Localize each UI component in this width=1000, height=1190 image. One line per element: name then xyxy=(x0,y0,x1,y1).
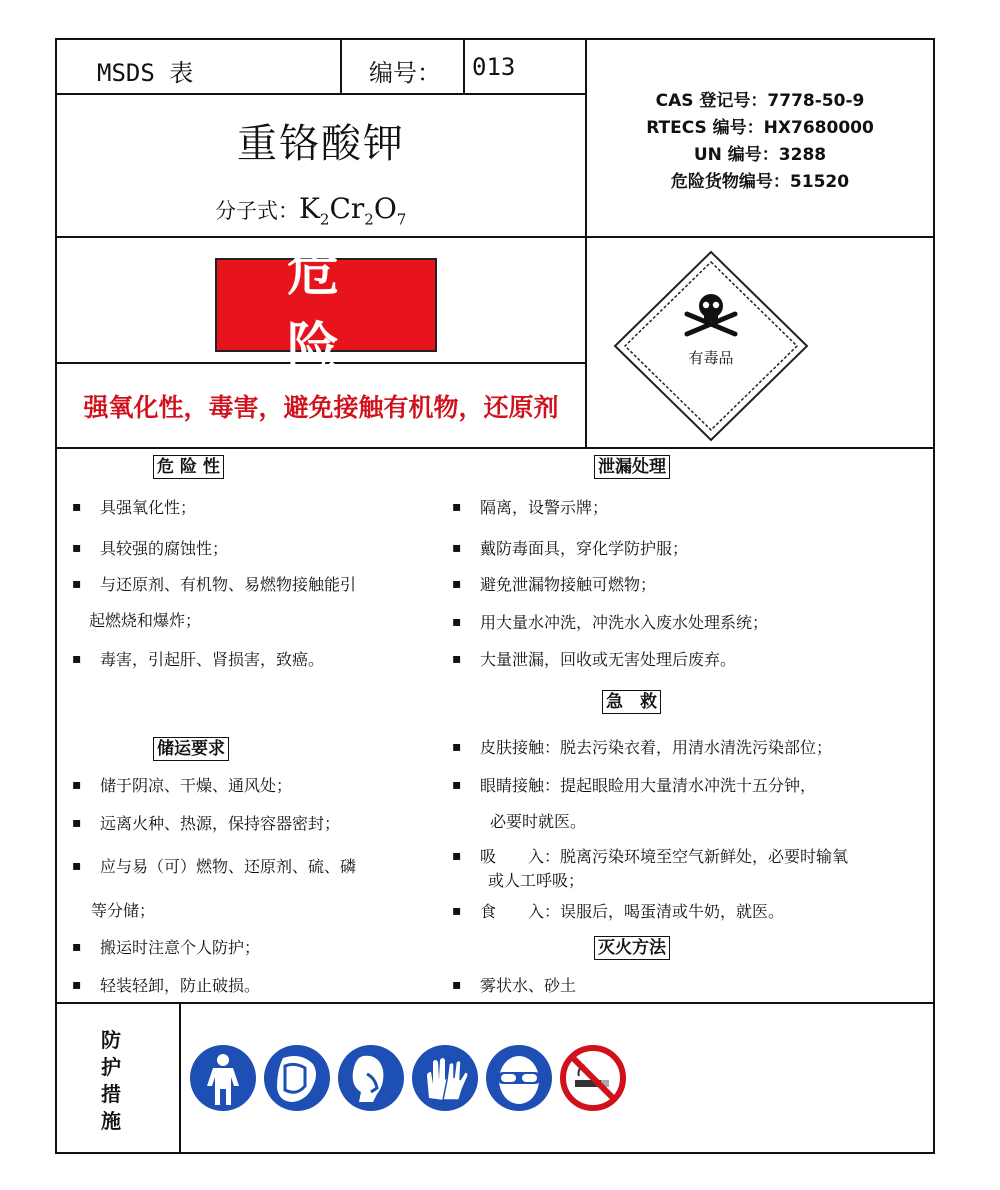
first-aid-item: 吸 入：脱离污染环境至空气新鲜处，必要时输氧 xyxy=(480,847,849,866)
first-aid-item: 或人工呼吸； xyxy=(488,871,585,890)
number-label: 编号： xyxy=(369,59,441,87)
first-aid-item: 眼睛接触：提起眼睑用大量清水冲洗十五分钟， xyxy=(480,776,817,795)
first-aid-item: 皮肤接触：脱去污染衣着，用清水清洗污染部位； xyxy=(480,738,833,757)
spill-item: 戴防毒面具，穿化学防护服； xyxy=(480,539,689,558)
hazard-item: 与还原剂、有机物、易燃物接触能引 xyxy=(100,575,357,594)
msds-sheet: MSDS 表 编号： 013 重铬酸钾 分子式：$K_2Cr_2O_7$ CAS 登记号：7778-50-9 RTECS 编号：HX7680000 UN 编号：3288 危险货物编号：51520 危险 强氧化性，毒害，避免接触有机物，还原剂 有毒品 危 险 性 ▪ 具强氧化性； ▪ 具较强的腐蚀性； ▪ 与还原剂、有机物、易燃物接触能引 起燃烧和爆炸； ▪ 毒害，引起肝、肾损害，致癌。 储运要求 ▪ 储于阴凉、干燥、通风处； ▪ 远离火种、热源，保持容器密封； ▪ 应与易（可）燃物、还原剂、硫、磷 等分储； ▪ 搬运时注意个人防护； ▪ 轻装轻卸，防止破损。 泄漏处理 ▪ 隔离，设警示牌； ▪ 戴防毒面具，穿化学防护服； ▪ 避免泄漏物接触可燃物； ▪ 用大量水冲洗，冲洗水入废水处理系统； ▪ 大量泄漏，回收或无害处理后废弃。 急 救 ▪ 皮肤接触：脱去污染衣着，用清水清洗污染部位； ▪ 眼睛接触：提起眼睑用大量清水冲洗十五分钟， 必要时就医。 ▪ 吸 入：脱离污染环境至空气新鲜处，必要时输氧 或人工呼吸； ▪ 食 入：误服后，喝蛋清或牛奶，就医。 灭火方法 ▪ 雾状水、砂土 防 护 措 施 xyxy=(55,38,935,1154)
spill-item: 大量泄漏，回收或无害处理后废弃。 xyxy=(480,650,737,669)
rtecs-number: RTECS 编号：HX7680000 xyxy=(646,118,874,138)
spill-item: 避免泄漏物接触可燃物； xyxy=(480,575,657,594)
storage-item: 应与易（可）燃物、还原剂、硫、磷 xyxy=(100,857,357,876)
hazard-item: 具强氧化性； xyxy=(100,498,197,517)
gloves-icon xyxy=(411,1044,479,1112)
divider xyxy=(57,93,587,95)
dangerous-goods-number: 危险货物编号：51520 xyxy=(670,172,850,192)
hazards-heading: 危 险 性 xyxy=(153,455,224,479)
hazard-item: 毒害，引起肝、肾损害，致癌。 xyxy=(100,650,325,669)
pictogram-label: 有毒品 xyxy=(688,349,734,367)
chemical-name: 重铬酸钾 xyxy=(237,121,405,167)
spill-item: 隔离，设警示牌； xyxy=(480,498,609,517)
first-aid-item: 食 入：误服后，喝蛋清或牛奶，就医。 xyxy=(480,902,785,921)
cas-number: CAS 登记号：7778-50-9 xyxy=(655,91,865,111)
no-smoking-icon xyxy=(559,1044,627,1112)
storage-item: 搬运时注意个人防护； xyxy=(100,938,261,957)
spill-heading: 泄漏处理 xyxy=(594,455,670,479)
respirator-icon xyxy=(337,1044,405,1112)
divider xyxy=(179,1002,181,1154)
firefighting-item: 雾状水、砂土 xyxy=(480,976,577,995)
storage-item: 等分储； xyxy=(91,901,156,920)
face-shield-icon xyxy=(263,1044,331,1112)
un-number: UN 编号：3288 xyxy=(693,145,827,165)
first-aid-item: 必要时就医。 xyxy=(490,812,587,831)
firefighting-heading: 灭火方法 xyxy=(594,936,670,960)
storage-item: 轻装轻卸，防止破损。 xyxy=(100,976,261,995)
storage-heading: 储运要求 xyxy=(153,737,229,761)
first-aid-heading: 急 救 xyxy=(602,690,661,714)
spill-item: 用大量水冲洗，冲洗水入废水处理系统； xyxy=(480,613,769,632)
divider xyxy=(340,40,342,93)
identifier-block xyxy=(587,88,933,196)
goggles-icon xyxy=(485,1044,553,1112)
storage-item: 储于阴凉、干燥、通风处； xyxy=(100,776,293,795)
divider xyxy=(463,40,465,93)
formula-value: $K_2Cr_2O_7$ xyxy=(299,192,407,229)
divider xyxy=(57,236,933,238)
hazard-item: 起燃烧和爆炸； xyxy=(89,611,202,630)
signal-word-box: 危险 xyxy=(215,258,437,352)
number-value: 013 xyxy=(472,53,516,81)
toxic-hazard-diamond xyxy=(611,248,811,444)
storage-item: 远离火种、热源，保持容器密封； xyxy=(100,814,341,833)
divider xyxy=(57,447,933,449)
divider xyxy=(57,1002,933,1004)
warning-statement: 强氧化性，毒害，避免接触有机物，还原剂 xyxy=(83,393,559,422)
formula-label: 分子式： xyxy=(215,199,299,223)
molecular-formula xyxy=(215,192,406,229)
hazard-item: 具较强的腐蚀性； xyxy=(100,539,229,558)
protective-suit-icon xyxy=(189,1044,257,1112)
msds-label: MSDS 表 xyxy=(97,59,194,87)
protection-label: 防 护 措 施 xyxy=(101,1028,121,1133)
